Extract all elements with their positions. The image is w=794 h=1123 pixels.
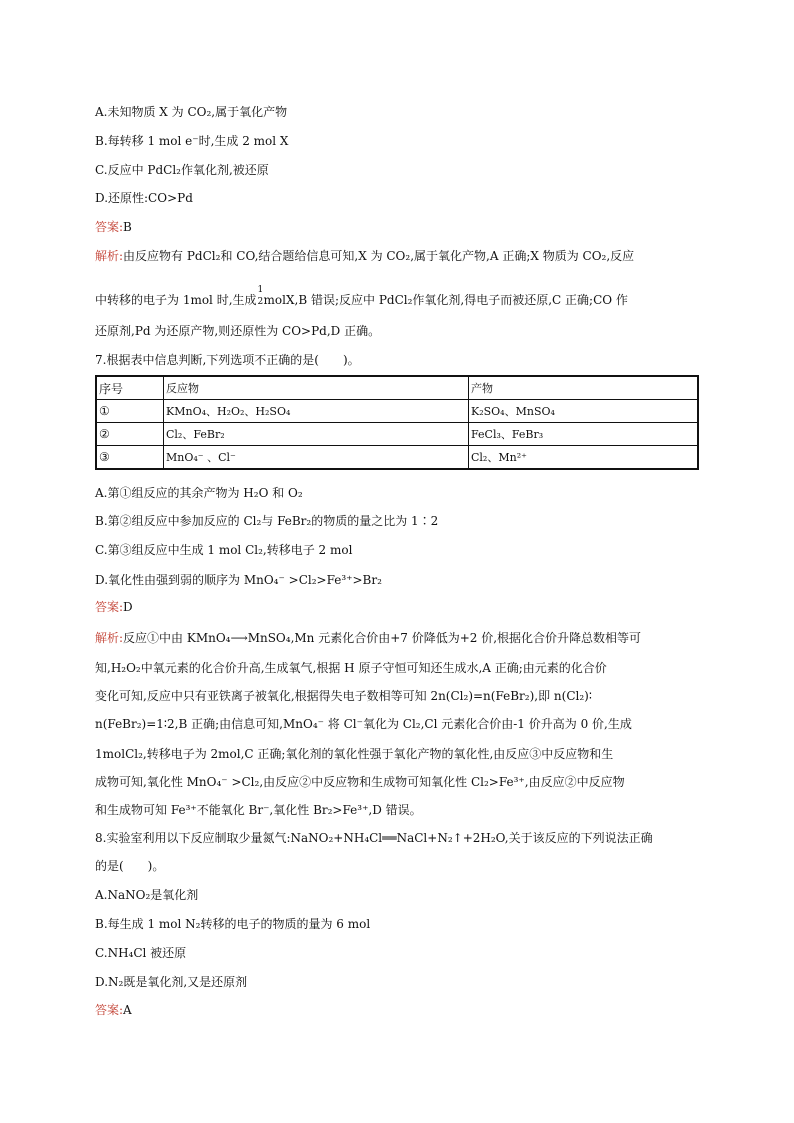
- table-row: [96, 446, 698, 470]
- table-header-cell: 序号: [96, 376, 164, 400]
- q6-analysis-line-3: 还原剂,Pd 为还原产物,则还原性为 CO>Pd,D 正确。: [95, 324, 381, 338]
- q8-stem-line-1: 8.实验室利用以下反应制取少量氮气:NaNO₂+NH₄Cl══NaCl+N₂↑+2H₂O,关于该反应的下列说法正确: [95, 831, 653, 845]
- q6-option-c: C.反应中 PdCl₂作氧化剂,被还原: [95, 163, 269, 177]
- q6-answer-value: B: [123, 220, 132, 234]
- table-cell: FeCl₃、FeBr₃: [469, 423, 699, 446]
- q7-analysis-label: 解析:: [95, 631, 124, 645]
- table-header-row: [96, 376, 698, 400]
- q7-answer-label: 答案:: [95, 600, 124, 614]
- q7-option-c: C.第③组反应中生成 1 mol Cl₂,转移电子 2 mol: [95, 543, 353, 557]
- q6-analysis-label: 解析:: [95, 249, 124, 263]
- q7-analysis-line-3: 变化可知,反应中只有亚铁离子被氧化,根据得失电子数相等可知 2n(Cl₂)=n(FeBr₂),即 n(Cl₂)∶: [95, 689, 592, 703]
- q8-option-a: A.NaNO₂是氧化剂: [95, 888, 199, 902]
- table-cell: Cl₂、Mn²⁺: [469, 446, 699, 470]
- q7-option-d: D.氧化性由强到弱的顺序为 MnO₄⁻ >Cl₂>Fe³⁺>Br₂: [95, 573, 382, 587]
- q7-analysis-line-1: [95, 630, 641, 646]
- table-row: [96, 400, 698, 423]
- q7-stem: 7.根据表中信息判断,下列选项不正确的是( )。: [95, 353, 360, 367]
- table-cell: ③: [96, 446, 164, 470]
- q7-analysis-line-5: 1molCl₂,转移电子为 2mol,C 正确;氧化剂的氧化性强于氧化产物的氧化性,由反应③中反应物和生: [95, 747, 614, 761]
- q7-analysis-line-4: n(FeBr₂)=1∶2,B 正确;由信息可知,MnO₄⁻ 将 Cl⁻氧化为 Cl₂,Cl 元素化合价由-1 价升高为 0 价,生成: [95, 717, 632, 731]
- q6-answer: [95, 219, 132, 235]
- table-row: [96, 423, 698, 446]
- table-cell: ①: [96, 400, 164, 423]
- q7-table: [95, 375, 699, 470]
- table-cell: K₂SO₄、MnSO₄: [469, 400, 699, 423]
- q6-analysis-text-2b: molX,B 错误;反应中 PdCl₂作氧化剂,得电子而被还原,C 正确;CO 作: [263, 293, 628, 307]
- fraction-one-half: [257, 285, 264, 307]
- q8-option-d: D.N₂既是氧化剂,又是还原剂: [95, 975, 248, 989]
- q6-option-a: A.未知物质 X 为 CO₂,属于氧化产物: [95, 105, 288, 119]
- table-cell: KMnO₄、H₂O₂、H₂SO₄: [164, 400, 469, 423]
- q6-option-b: B.每转移 1 mol e⁻时,生成 2 mol X: [95, 134, 289, 148]
- q8-answer: [95, 1002, 132, 1018]
- q6-analysis-line-1: [95, 248, 634, 264]
- q7-answer: [95, 599, 133, 615]
- q7-analysis-line-2: 知,H₂O₂中氧元素的化合价升高,生成氧气,根据 H 原子守恒可知还生成水,A 正确;由元素的化合价: [95, 661, 607, 675]
- q8-option-c: C.NH₄Cl 被还原: [95, 946, 187, 960]
- q8-answer-label: 答案:: [95, 1003, 124, 1017]
- q8-option-b: B.每生成 1 mol N₂转移的电子的物质的量为 6 mol: [95, 917, 371, 931]
- table-cell: Cl₂、FeBr₂: [164, 423, 469, 446]
- fraction-numerator: 1: [257, 285, 264, 295]
- q6-option-d: D.还原性:CO>Pd: [95, 191, 193, 205]
- table-cell: ②: [96, 423, 164, 446]
- q7-analysis-text-1: 反应①中由 KMnO₄⟶MnSO₄,Mn 元素化合价由+7 价降低为+2 价,根据化合价升降总数相等可: [123, 631, 642, 645]
- q6-answer-label: 答案:: [95, 220, 124, 234]
- table-cell: MnO₄⁻ 、Cl⁻: [164, 446, 469, 470]
- fraction-denominator: 2: [257, 297, 264, 307]
- q8-answer-value: A: [123, 1003, 132, 1017]
- q7-answer-value: D: [123, 600, 133, 614]
- q6-analysis-text-2a: 中转移的电子为 1mol 时,生成: [95, 293, 257, 307]
- q6-analysis-text-1: 由反应物有 PdCl₂和 CO,结合题给信息可知,X 为 CO₂,属于氧化产物,A 正确;X 物质为 CO₂,反应: [123, 249, 635, 263]
- table-header-cell: 反应物: [164, 376, 469, 400]
- table-header-cell: 产物: [469, 376, 699, 400]
- q8-stem-line-2: 的是( )。: [95, 859, 165, 873]
- q7-analysis-line-7: 和生成物可知 Fe³⁺不能氧化 Br⁻,氧化性 Br₂>Fe³⁺,D 错误。: [95, 803, 422, 817]
- q7-option-b: B.第②组反应中参加反应的 Cl₂与 FeBr₂的物质的量之比为 1∶2: [95, 514, 439, 528]
- q7-analysis-line-6: 成物可知,氧化性 MnO₄⁻ >Cl₂,由反应②中反应物和生成物可知氧化性 Cl₂>Fe³⁺,由反应②中反应物: [95, 775, 625, 789]
- q7-option-a: A.第①组反应的其余产物为 H₂O 和 O₂: [95, 486, 303, 500]
- q6-analysis-line-2: [95, 285, 628, 308]
